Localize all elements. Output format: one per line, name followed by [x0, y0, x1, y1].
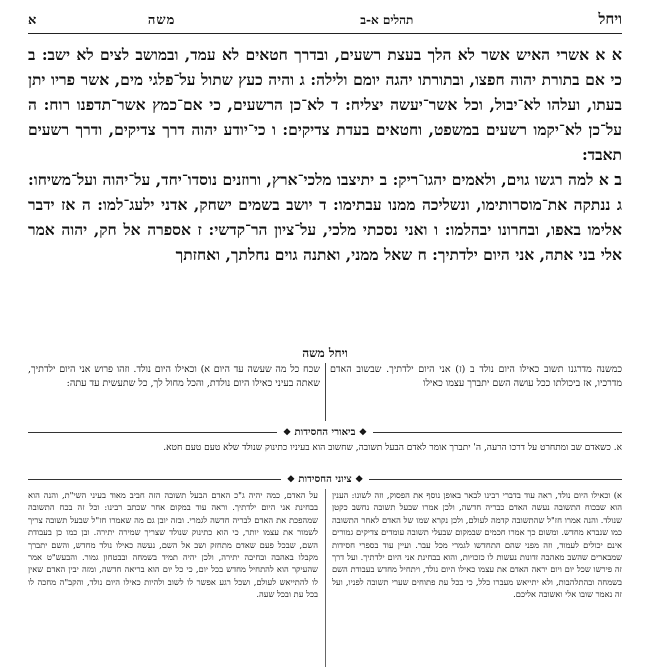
- running-head-left-title: משה: [147, 13, 176, 28]
- divider-line-left: [28, 432, 277, 433]
- biur-label: [283, 427, 367, 438]
- commentary-columns: [28, 363, 622, 421]
- running-head-title: ויחל: [598, 10, 622, 28]
- tziyun-left-column: על האדם, כמה יהיה ג"כ האדם הבעל תשובה הזה חביב מאוד בעיני השי"ת, והנה הוא בבחינת אני היום ילדתיך. וראה עוד במקום אחר שכתב רבינו: וכל זה בכח התשובה שמהפכת את האדם לבריה חדשה לגמרי. ובזה יובן גם מה שאמרו חז"ל שבעל תשובה צריך לשמור את עצמו יותר, כי הוא כתינוק שנולד שצריך שמירה יתירה. ובן כמו כן בעבודת השם, שבכל פעם שאדם מתחזק ושב אל השם, נעשה כאילו נולד מחדש, והשם יתברך מקבלו באהבה ובחיבה יתירה, ולכן יהיה תמיד בשמחה ובבטחון גמור. והבעש"ט אמר שהעיקר הוא להתחיל מחדש בכל יום, כי כל יום הוא בריאה חדשה, ומזה יבין האדם שאין לו להתייאש לעולם, ושכל רגע אפשר לו לשוב ולהיות כאילו היום נולד, והקב"ה מחכה לו בכל עת ובכל שעה.: [28, 490, 318, 600]
- column-divider: [325, 363, 326, 421]
- divider-line-right: [373, 432, 622, 433]
- biur-text: א. כשאדם שב ומתחרט על דרכו הרעה, ה' יתברך אומר לאדם הבעל תשובה, שחשוב הוא בעיניו כתינוק שנולד שלא טעם טעם חטא.: [163, 443, 622, 453]
- tziyun-label: [287, 474, 363, 485]
- ornament-icon: ❖: [286, 474, 295, 485]
- psalm-1-text: א אשרי האיש אשר לא הלך בעצת רשעים, ובדרך חטאים לא עמד, ובמושב לצים לא ישב: ב כי אם בתורת יהוה חפצו, ובתורתו יהגה יומם ולילה: ג והיה כעץ שתול על־פלגי מים, אשר פריו יתן בעתו, ועלהו לא־יבול, וכל אשר־יעשה יצליח: ד לא־כן הרשעים, כי אם־כמץ אשר־תדפנו רוח: ה על־כן לא־יקמו רשעים במשפט, וחטאים בעדת צדיקים: ו כי־יודע יהוה דרך צדיקים, ודרך רשעים תאבד:: [28, 45, 622, 164]
- running-head-left: [28, 12, 175, 28]
- tziyun-label-text: ציוני החסידות: [298, 473, 352, 485]
- divider-line-left: [28, 479, 281, 480]
- commentary-title: ויחל משה: [302, 346, 348, 360]
- page-number: א: [28, 13, 38, 28]
- chapter-mark-2: ב: [614, 170, 622, 189]
- tziyun-divider: [28, 472, 622, 486]
- tziyun-columns: [28, 489, 622, 667]
- psalm-2: [28, 167, 622, 267]
- tziyun-right-column: א) וכאילו היום נולד, ראה עוד בדברי רבינו לבאר באופן נוסף את הפסוק, וזה לשונו: הענין הוא שבכוח התשובה נעשה האדם כבריה חדשה, ולכן אמרו שבעל תשובה נחשב כקטן שנולד. והנה אמרו חז"ל שהתשובה קדמה לעולם, ולכן נקרא שמו של האדם לאחר התשובה כמו שנברא מחדש. ומשום כך אמרו חכמים שבמקום שבעלי תשובה עומדים צדיקים גמורים אינם יכולים לעמוד, וזה מפני שהם התחדשו לגמרי מכל עבר. ועיין עוד בספרי חסידות שמבארים שהשב מאהבה זדונות נעשות לו כזכויות, והוא בבחינת אני היום ילדתיך. ועל דרך זה פירשו שכל יום ויום יראה האדם את עצמו כאילו היום נולד, ויתחיל מחדש בעבודת השם בשמחה ובהתלהבות, ולא יתייאש מעברו כלל, כי בכל עת פתוחים שערי תשובה לפניו, ועל זה נאמר שובו אלי ואשובה אליכם.: [332, 490, 622, 600]
- biur-label-text: ביאורי החסידות: [294, 426, 356, 438]
- running-head: [28, 10, 622, 34]
- commentary-right-column: כמשנה מדרגנו תשוב כאילו היום נולד ב (ז) אני היום ילדתיך. שבשוב האדם מדרכיו, אז ביכולתו ככל עושה השם יתברך עצמו כאילו: [330, 364, 622, 389]
- ornament-icon: ❖: [282, 427, 292, 438]
- column-divider: [325, 489, 326, 667]
- running-head-chapter: תהלים א-ב: [360, 13, 414, 27]
- psalm-2-text: א למה רגשו גוים, ולאמים יהגו־ריק: ב יתיצבו מלכי־ארץ, ורוזנים נוסדו־יחד, על־יהוה ועל־משיחו: ג ננתקה את־מוסרותימו, ונשליכה ממנו עבתימו: ד יושב בשמים ישחק, אדני ילעג־למו: ה אז ידבר אלימו באפו, ובחרונו יבהלמו: ו ואני נסכתי מלכי, על־ציון הר־קדשי: ז אספרה אל חק, יהוה אמר אלי בני אתה, אני היום ילדתיך: ח שאל ממני, ואתנה גוים נחלתך, ואחזתך: [28, 170, 622, 264]
- psalm-1: [28, 42, 622, 167]
- ornament-icon: ❖: [358, 427, 367, 438]
- ornament-icon: ❖: [355, 474, 364, 485]
- page: [28, 10, 622, 640]
- divider-line-right: [369, 479, 622, 480]
- biur-divider: [28, 425, 622, 439]
- chapter-mark-1: א: [611, 45, 622, 64]
- psalm-text: [28, 42, 622, 344]
- commentary-left-column: שכח כל מה שעשה עד היום א) וכאילו היום נולד. וזהו פרוש אני היום ילדתיך, שאתה בעיני כאילו היום נולדת, והכל מחול לך, כל שתעשית עד עתה:: [28, 364, 320, 389]
